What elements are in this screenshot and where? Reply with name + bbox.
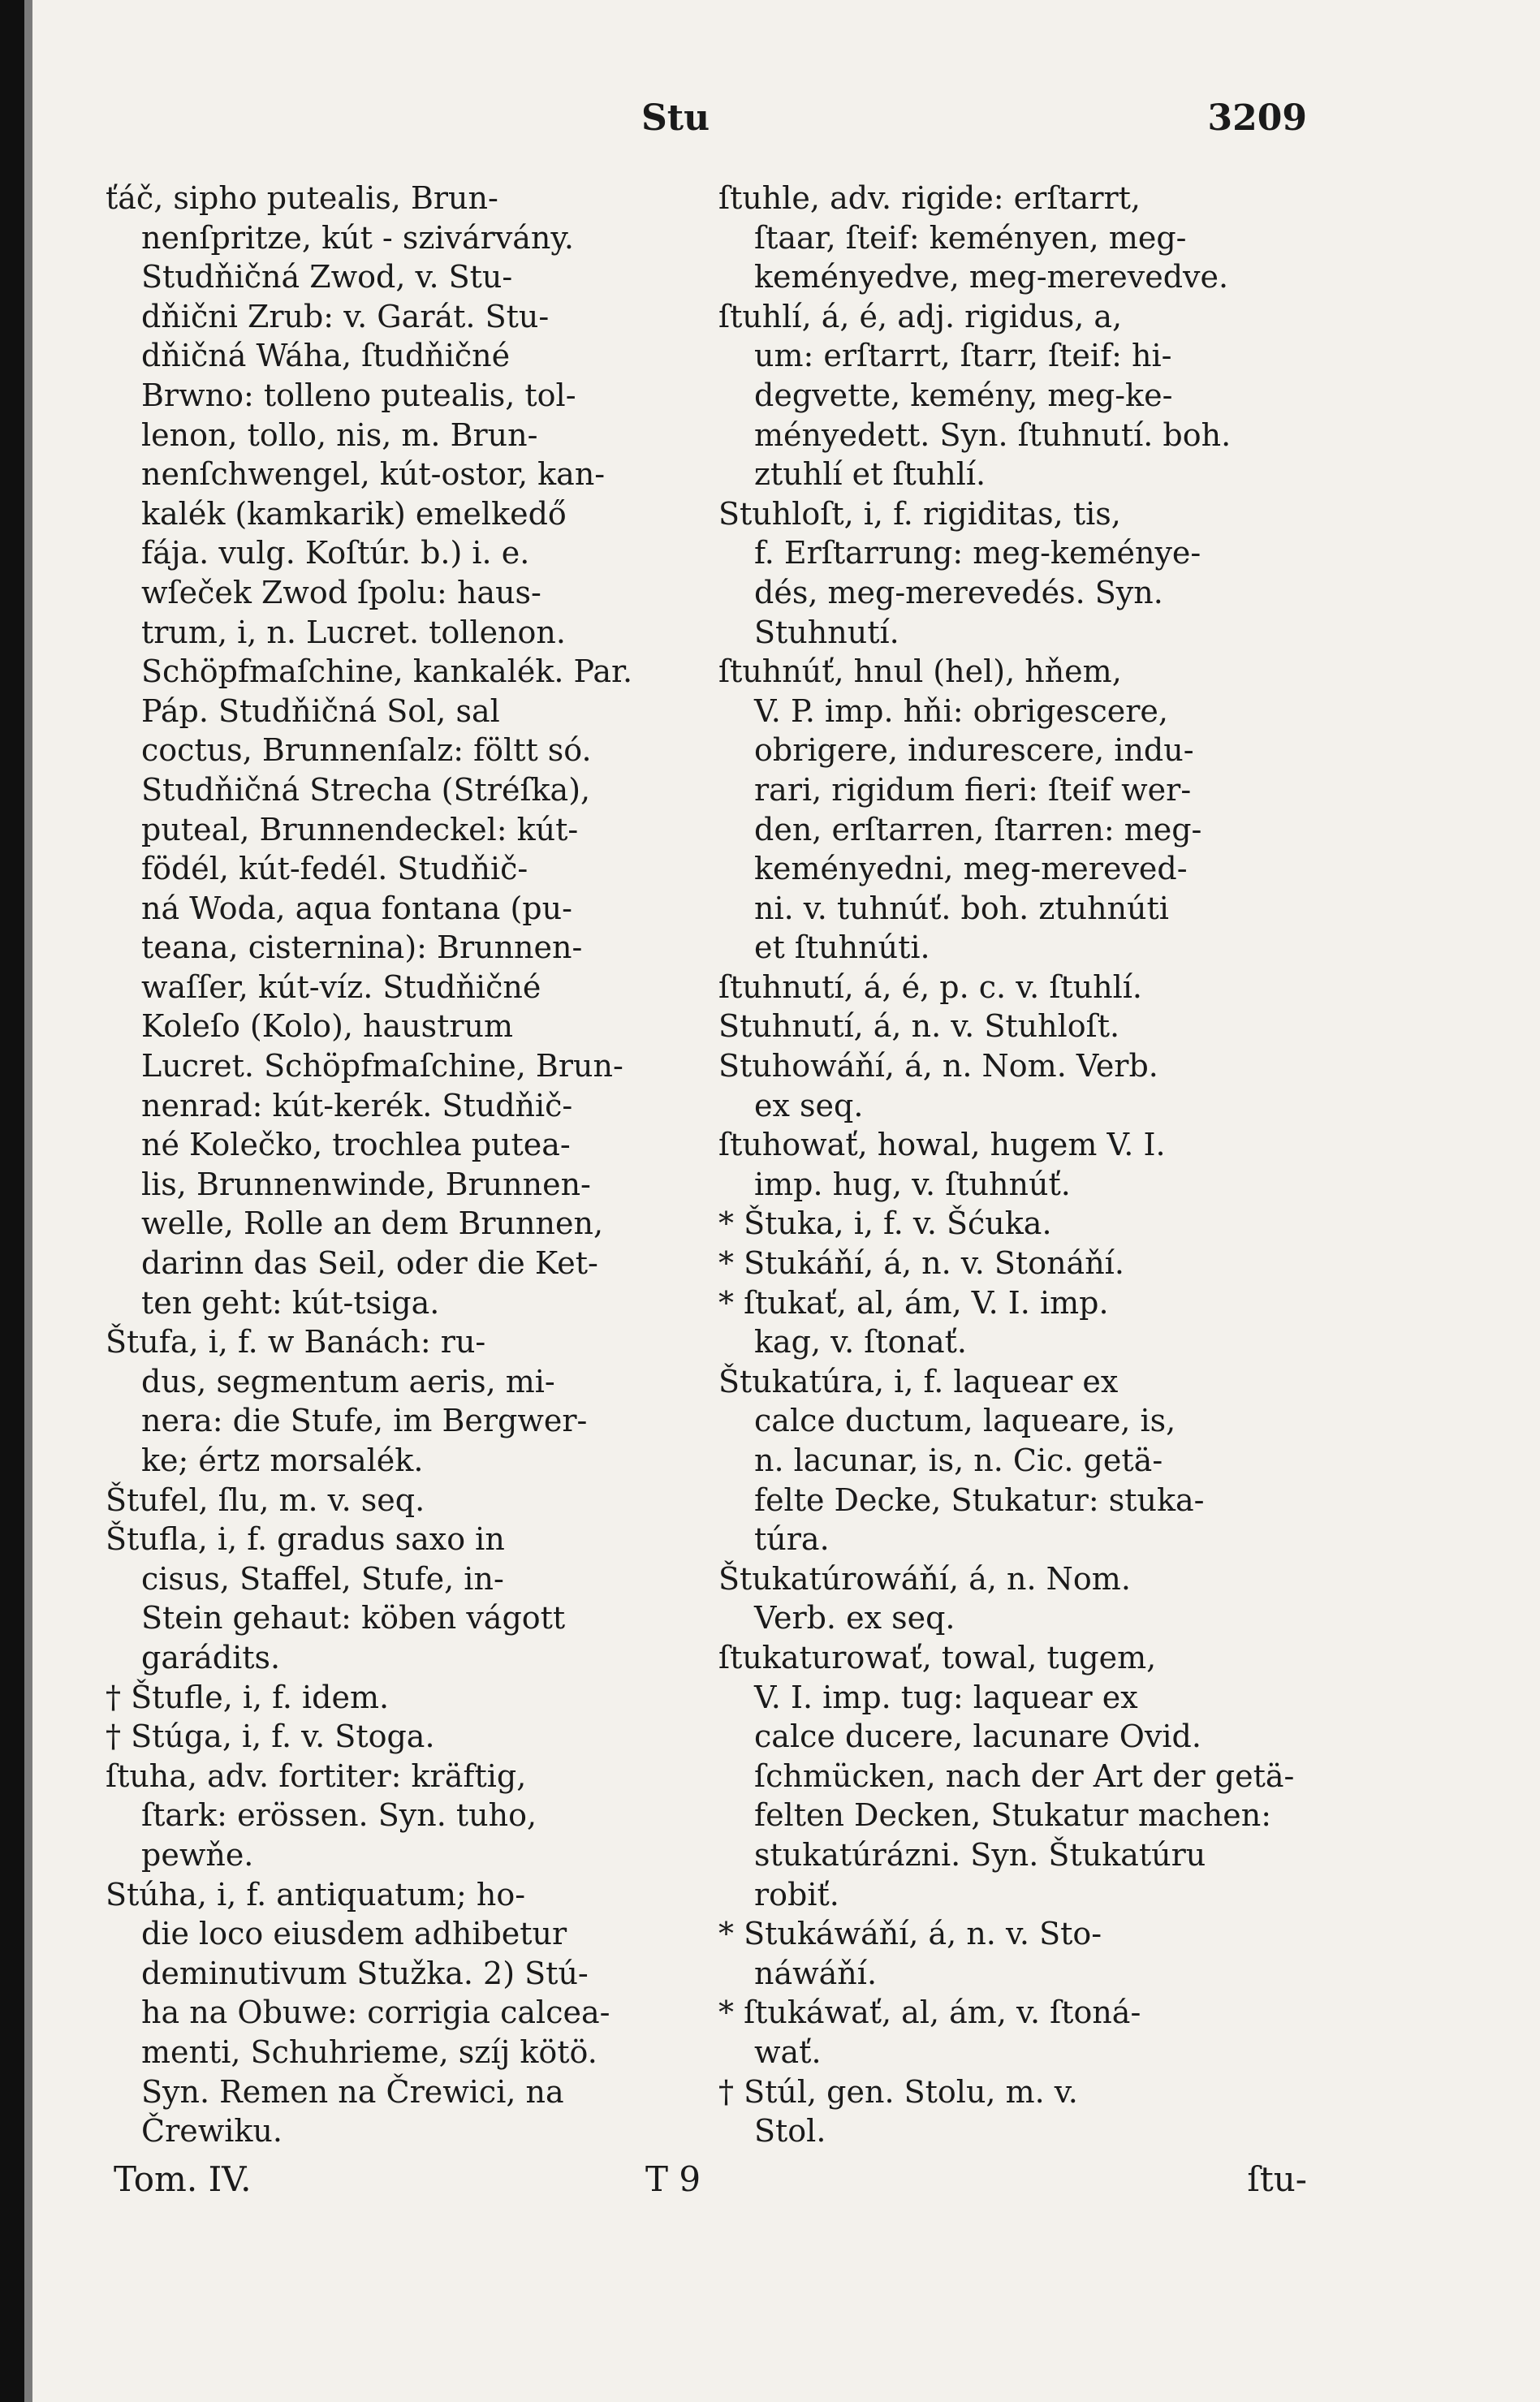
entry-continuation-line: et ſtuhnúti. (754, 929, 930, 966)
entry-headword-line: ſtuhle, adv. rigide: erſtarrt, (718, 180, 1141, 216)
catchword: ſtu- (1247, 2159, 1307, 2199)
entry-continuation-line: felten Decken, Stukatur machen: (754, 1797, 1272, 1834)
entry-continuation-line: ményedett. Syn. ſtuhnutí. boh. (754, 416, 1232, 453)
entry-continuation-line: ná Woda, aqua fontana (pu- (141, 890, 572, 926)
entry-continuation-line: náwáňí. (754, 1955, 878, 1991)
entry-headword-line: † Štufle, i, f. idem. (106, 1679, 390, 1715)
entry-headword-line: ſtuhowať, howal, hugem V. I. (718, 1127, 1166, 1163)
volume-label: Tom. IV. (114, 2159, 252, 2199)
entry-continuation-line: f. Erſtarrung: meg-keménye- (754, 535, 1201, 571)
entry-continuation-line: nenſchwengel, kút-ostor, kan- (141, 456, 606, 493)
entry-continuation-line: ſtark: erössen. Syn. tuho, (141, 1797, 537, 1834)
entry-continuation-line: Brwno: tolleno putealis, tol- (141, 377, 576, 413)
page-number: 3209 (1207, 97, 1307, 139)
entry-continuation-line: calce ducere, lacunare Ovid. (754, 1718, 1201, 1755)
entry-continuation-line: Stein gehaut: köben vágott (141, 1600, 566, 1637)
entry-continuation-line: lis, Brunnenwinde, Brunnen- (141, 1166, 591, 1202)
entry-continuation-line: dus, segmentum aeris, mi- (141, 1363, 555, 1399)
entry-headword-line: * ſtukáwať, al, ám, v. ſtoná- (718, 1994, 1141, 2031)
entry-continuation-line: V. P. imp. hňi: obrigescere, (754, 692, 1168, 729)
entry-continuation-line: deminutivum Stužka. 2) Stú- (141, 1955, 589, 1991)
left-column (106, 179, 690, 2151)
entry-continuation-line: welle, Rolle an dem Brunnen, (141, 1205, 604, 1242)
entry-continuation-line: ha na Obuwe: corrigia calcea- (141, 1994, 610, 2031)
entry-continuation-line: calce ductum, laqueare, is, (754, 1403, 1176, 1439)
entry-continuation-line: ztuhlí et ſtuhlí. (754, 456, 986, 493)
dictionary-page (106, 97, 1307, 2224)
entry-continuation-line: Verb. ex seq. (754, 1600, 955, 1637)
entry-continuation-line: nenſpritze, kút - szivárvány. (141, 219, 574, 256)
entry-continuation-line: Koleſo (Kolo), haustrum (141, 1008, 514, 1045)
entry-continuation-line: Syn. Remen na Črewici, na (141, 2073, 564, 2110)
entry-continuation-line: keményedni, meg-mereved- (754, 851, 1188, 887)
entry-continuation-line: garádits. (141, 1639, 281, 1675)
entry-continuation-line: ke; értz morsalék. (141, 1442, 424, 1478)
entry-headword-line: ſtukaturowať, towal, tugem, (718, 1639, 1157, 1675)
entry-continuation-line: ten geht: kút-tsiga. (141, 1284, 440, 1321)
entry-continuation-line: Lucret. Schöpfmaſchine, Brun- (141, 1048, 623, 1085)
entry-continuation-line: teana, cisternina): Brunnen- (141, 929, 583, 966)
entry-continuation-line: stukatúrázni. Syn. Štukatúru (754, 1836, 1206, 1873)
entry-continuation-line: coctus, Brunnenſalz: föltt só. (141, 732, 592, 769)
entry-continuation-line: nenrad: kút-kerék. Studňič- (141, 1087, 573, 1123)
page-header (106, 97, 1307, 154)
entry-continuation-line: degvette, kemény, meg-ke- (754, 377, 1173, 413)
entry-continuation-line: puteal, Brunnendeckel: kút- (141, 811, 579, 847)
entry-continuation-line: Stuhnutí. (754, 614, 899, 650)
entry-continuation-line: nera: die Stufe, im Bergwer- (141, 1403, 588, 1439)
entry-continuation-line: ſtaar, ſteif: keményen, meg- (754, 219, 1187, 256)
entry-headword-line: Stúha, i, f. antiquatum; ho- (106, 1876, 526, 1913)
entry-headword-line: ſtuhnutí, á, é, p. c. v. ſtuhlí. (718, 968, 1142, 1005)
entry-continuation-line: dňičná Wáha, ſtudňičné (141, 338, 511, 374)
entry-continuation-line: darinn das Seil, oder die Ket- (141, 1245, 598, 1282)
entry-headword-line: † Stúga, i, f. v. Stoga. (106, 1718, 435, 1755)
entry-headword-line: Štufla, i, f. gradus saxo in (106, 1521, 505, 1558)
entry-headword-line: * Stukáwáňí, á, n. v. Sto- (718, 1916, 1102, 1952)
entry-continuation-line: Páp. Studňičná Sol, sal (141, 692, 500, 729)
entry-headword-line: Štukatúra, i, f. laquear ex (718, 1363, 1119, 1399)
running-head: Stu (641, 97, 710, 139)
entry-continuation-line: ſchmücken, nach der Art der getä- (754, 1757, 1295, 1794)
entry-headword-line: ſtuhnúť, hnul (hel), hňem, (718, 653, 1122, 690)
entry-continuation-line: dňični Zrub: v. Garát. Stu- (141, 298, 550, 334)
entry-continuation-line: den, erſtarren, ſtarren: meg- (754, 811, 1202, 847)
entry-headword-line: † Stúl, gen. Stolu, m. v. (718, 2073, 1078, 2110)
entry-continuation-line: trum, i, n. Lucret. tollenon. (141, 614, 566, 650)
entry-continuation-line: n. lacunar, is, n. Cic. getä- (754, 1442, 1163, 1478)
entry-continuation-line: kag, v. ſtonať. (754, 1324, 967, 1361)
entry-headword-line: ťáč, sipho putealis, Brun- (106, 180, 498, 216)
entry-continuation-line: cisus, Staffel, Stufe, in- (141, 1560, 504, 1597)
entry-continuation-line: pewňe. (141, 1836, 254, 1873)
entry-continuation-line: waſſer, kút-víz. Studňičné (141, 968, 541, 1005)
printer-signature: T 9 (645, 2159, 701, 2199)
entry-continuation-line: wať. (754, 2033, 822, 2070)
entry-continuation-line: Črewiku. (141, 2113, 283, 2150)
entry-continuation-line: dés, meg-merevedés. Syn. (754, 574, 1163, 610)
entry-continuation-line: keményedve, meg-merevedve. (754, 259, 1229, 295)
entry-headword-line: Stuhnutí, á, n. v. Stuhloſt. (718, 1008, 1120, 1045)
entry-continuation-line: né Kolečko, trochlea putea- (141, 1127, 571, 1163)
entry-continuation-line: rari, rigidum fieri: ſteif wer- (754, 771, 1192, 808)
entry-headword-line: Stuhowáňí, á, n. Nom. Verb. (718, 1048, 1158, 1085)
entry-headword-line: ſtuhlí, á, é, adj. rigidus, a, (718, 298, 1123, 334)
entry-continuation-line: imp. hug, v. ſtuhnúť. (754, 1166, 1071, 1202)
entry-headword-line: * Štuka, i, f. v. Šćuka. (718, 1205, 1052, 1242)
entry-continuation-line: die loco eiusdem adhibetur (141, 1916, 567, 1952)
entry-headword-line: Štufa, i, f. w Banách: ru- (106, 1324, 486, 1361)
entry-continuation-line: obrigere, indurescere, indu- (754, 732, 1194, 769)
entry-continuation-line: Studňičná Strecha (Stréſka), (141, 771, 591, 808)
entry-continuation-line: túra. (754, 1521, 830, 1558)
entry-headword-line: * Stukáňí, á, n. v. Stonáňí. (718, 1245, 1124, 1282)
entry-continuation-line: Schöpfmaſchine, kankalék. Par. (141, 653, 633, 690)
entry-continuation-line: um: erſtarrt, ſtarr, ſteif: hi- (754, 338, 1172, 374)
scan-gray-edge (24, 0, 32, 2402)
entry-continuation-line: födél, kút-fedél. Studňič- (141, 851, 528, 887)
entry-continuation-line: fája. vulg. Koſtúr. b.) i. e. (141, 535, 530, 571)
entry-headword-line: Štufel, ſlu, m. v. seq. (106, 1481, 425, 1518)
entry-continuation-line: kalék (kamkarik) emelkedő (141, 495, 567, 532)
entry-continuation-line: felte Decke, Stukatur: stuka- (754, 1481, 1205, 1518)
entry-continuation-line: ex seq. (754, 1087, 864, 1123)
entry-continuation-line: V. I. imp. tug: laquear ex (754, 1679, 1138, 1715)
right-column (718, 179, 1303, 2151)
page-footer (106, 2159, 1307, 2216)
entry-continuation-line: robiť. (754, 1876, 839, 1913)
entry-headword-line: * ſtukať, al, ám, V. I. imp. (718, 1284, 1109, 1321)
entry-continuation-line: Stol. (754, 2113, 826, 2150)
entry-continuation-line: ni. v. tuhnúť. boh. ztuhnúti (754, 890, 1169, 926)
entry-headword-line: ſtuha, adv. fortiter: kräftig, (106, 1757, 527, 1794)
entry-headword-line: Štukatúrowáňí, á, n. Nom. (718, 1560, 1131, 1597)
entry-continuation-line: menti, Schuhrieme, szíj kötö. (141, 2033, 597, 2070)
entry-continuation-line: Studňičná Zwod, v. Stu- (141, 259, 513, 295)
entry-headword-line: Stuhloſt, i, f. rigiditas, tis, (718, 495, 1121, 532)
entry-continuation-line: wſeček Zwod ſpolu: haus- (141, 574, 541, 610)
entry-continuation-line: lenon, tollo, nis, m. Brun- (141, 416, 538, 453)
scan-dark-edge (0, 0, 24, 2402)
